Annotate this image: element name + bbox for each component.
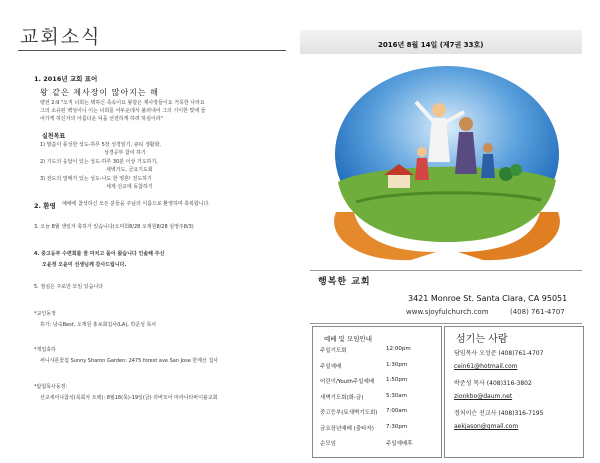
staff-contact: 박준성 목사 (408)316-3802 bbox=[454, 380, 532, 387]
info-page bbox=[300, 0, 600, 463]
staff-email[interactable]: aekjason@gmail.com bbox=[454, 423, 519, 430]
verse-line: 벧전 2:9 "오직 너희는 택하신 족속이요 왕같은 제사장들이요 거룩한 나라요 bbox=[40, 100, 205, 106]
title-divider bbox=[18, 50, 286, 51]
staff-email[interactable]: cein61@hotmail.com bbox=[454, 363, 518, 370]
practice-line: 2) 기도의 응답이 있는 성도-하루 30분 이상 기도하기, bbox=[40, 159, 158, 165]
schedule-row-time: 1:50pm bbox=[386, 377, 408, 383]
item5-text: 5. 점심은 주로만 모임 있습니다 bbox=[34, 284, 104, 290]
item2-text: 예배에 참석하신 모든 분들을 주님의 이름으로 환영하며 축복합니다. bbox=[62, 201, 210, 207]
schedule-title: 예배 및 모임안내 bbox=[324, 335, 373, 343]
opening-heading: *개업축하 bbox=[34, 347, 56, 353]
staff-contact: 담임목사 오성준 (408)761-4707 bbox=[454, 350, 544, 357]
item2-heading: 2. 환영 bbox=[34, 202, 56, 210]
practice-line: 세계 선교에 동참하기 bbox=[106, 184, 153, 190]
section-title: 교회소식 bbox=[20, 26, 102, 48]
verse-line: 그의 소유된 백성이니 이는 너희를 어두운데서 불러내어 그의 기이한 빛에 들 bbox=[40, 108, 206, 114]
house bbox=[388, 174, 410, 188]
staff-title: 섬기는 사람 bbox=[456, 334, 508, 345]
practice-line: 1) 말씀이 풍성한 성도-하루 5장 성경읽기, 큐티 생활화, bbox=[40, 142, 162, 148]
practice-line: 3) 전도의 열매가 있는 성도-나도 한 영혼! 전도하기 bbox=[40, 176, 152, 182]
church-website[interactable]: www.sjoyfulchurch.com bbox=[406, 308, 489, 316]
schedule-row-name: 새벽기도회(화-금) bbox=[320, 394, 364, 401]
staff-email[interactable]: zionkbo@daum.net bbox=[454, 393, 513, 400]
item4-line: 오윤정 오윤미 선생님께 감사드립니다. bbox=[42, 262, 127, 268]
item4-line: 4. 중고등부 수련회를 잘 마치고 돌아 왔습니다 인솔해 주신 bbox=[34, 251, 165, 257]
schedule-row-name: 순모임 bbox=[320, 441, 336, 447]
news-page bbox=[0, 0, 292, 463]
practice-title: 실천목표 bbox=[42, 133, 66, 140]
schedule-row-time: 12:00pm bbox=[386, 346, 411, 352]
item1-heading: 1. 2016년 교회 표어 bbox=[34, 75, 98, 83]
schedule-row-name: 어린이/Youth주일예배 bbox=[320, 379, 375, 385]
family-globe-illustration bbox=[316, 62, 578, 267]
opening-text: 써니샤론꽃집 Sunny Sharon Garden: 2475 forest ave San Jose 한계선 집사 bbox=[40, 358, 219, 364]
schedule-row-name: 중고등부(토새벽기도회) bbox=[320, 410, 378, 416]
practice-line: 새벽기도, 금요기도회 bbox=[106, 167, 153, 173]
schedule-row-time: 7:30pm bbox=[386, 423, 408, 430]
members-heading: *교인동정 bbox=[34, 311, 56, 317]
grass-field bbox=[338, 167, 556, 242]
pastor-text: 선교세미나참석(목회자 트랙): 8월18(목)-19일(금) 리버모어 마라나타바이블교회 bbox=[40, 395, 218, 401]
schedule-row-name: 주일기도회 bbox=[320, 348, 347, 354]
pastor-heading: *탐험목사동정: bbox=[34, 384, 68, 390]
schedule-row-name: 금요장년예배 (출타자) bbox=[320, 425, 374, 432]
members-text: 휴가: 남숙Best, 오재원 홍보회집사(LA), 박준성 목사 bbox=[40, 322, 157, 328]
mother-figure bbox=[459, 117, 473, 131]
schedule-row-time: 7:00am bbox=[386, 408, 408, 414]
child-figure bbox=[417, 147, 427, 157]
child-figure bbox=[483, 143, 493, 153]
item3-text: 3. 오늘 8월 생일자 축하가 있습니다(오미희8/28 오재원8/28 심영주8/3) bbox=[34, 224, 194, 230]
schedule-row-time: 5:30am bbox=[386, 392, 408, 399]
schedule-row-time: 주일예배후 bbox=[386, 441, 413, 447]
schedule-row-time: 1:30pm bbox=[386, 361, 408, 368]
father-figure bbox=[432, 103, 446, 117]
verse-line: 어가게 하신자의 아름다운 덕을 선전하게 하려 하심이라" bbox=[40, 116, 163, 122]
staff-box bbox=[444, 326, 584, 458]
issue-date: 2016년 8월 14일 (제7권 33호) bbox=[378, 41, 484, 49]
staff-contact: 정처이슨 선교사 (408)316-7195 bbox=[454, 410, 544, 417]
church-phone: (408) 761-4707 bbox=[510, 308, 565, 316]
practice-line: 성경공부 참여 하기 bbox=[104, 150, 146, 156]
schedule-row-name: 주일예배 bbox=[320, 363, 342, 370]
church-motto: 왕 같은 제사장이 많아지는 해 bbox=[40, 88, 159, 97]
church-name: 행복한 교회 bbox=[318, 277, 371, 287]
church-address: 3421 Monroe St. Santa Clara, CA 95051 bbox=[408, 294, 568, 303]
